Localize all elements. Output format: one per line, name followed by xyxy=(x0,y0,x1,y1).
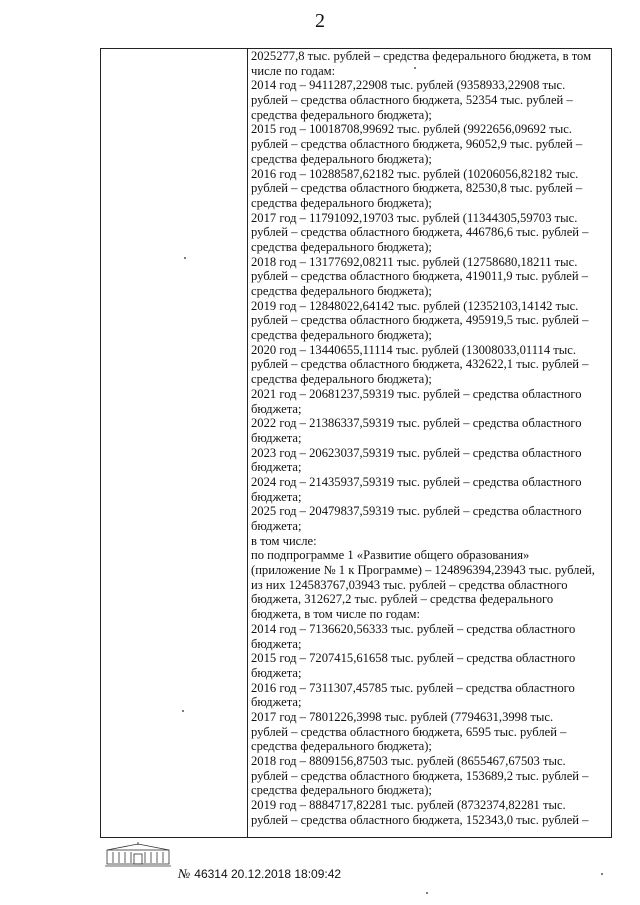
text-line: рублей – средства областного бюджета, 152343,0 тыс. рублей – xyxy=(251,812,589,827)
text-line: (приложение № 1 к Программе) – 124896394,23943 тыс. рублей, xyxy=(251,563,595,578)
text-line: рублей – средства областного бюджета, 52354 тыс. рублей – xyxy=(251,93,573,108)
table-cell-text xyxy=(251,49,607,827)
document-table xyxy=(100,48,612,838)
text-line: рублей – средства областного бюджета, 419011,9 тыс. рублей – xyxy=(251,269,589,284)
text-line: бюджета; xyxy=(251,460,302,475)
text-line: 2021 год – 20681237,59319 тыс. рублей – средства областного xyxy=(251,386,582,401)
text-line: бюджета, в том числе по годам: xyxy=(251,607,420,622)
text-line: 2018 год – 13177692,08211 тыс. рублей (12758680,18211 тыс. xyxy=(251,254,578,269)
scan-speck xyxy=(426,892,428,894)
text-line: рублей – средства областного бюджета, 96052,9 тыс. рублей – xyxy=(251,137,583,152)
text-line: бюджета; xyxy=(251,519,302,533)
text-line: рублей – средства областного бюджета, 82530,8 тыс. рублей – xyxy=(251,181,583,196)
text-line: бюджета; xyxy=(251,401,302,416)
text-line: средства федерального бюджета); xyxy=(251,239,432,254)
text-line: 2017 год – 7801226,3998 тыс. рублей (7794631,3998 тыс. xyxy=(251,709,554,724)
text-line: средства федерального бюджета); xyxy=(251,328,432,343)
text-line: рублей – средства областного бюджета, 432622,1 тыс. рублей – xyxy=(251,357,589,372)
text-line: 2020 год – 13440655,11114 тыс. рублей (13008033,01114 тыс. xyxy=(251,342,576,357)
text-line: средства федерального бюджета); xyxy=(251,739,432,754)
text-line: 2022 год – 21386337,59319 тыс. рублей – средства областного xyxy=(251,416,582,431)
text-line: бюджета; xyxy=(251,695,302,710)
text-line: бюджета; xyxy=(251,636,302,651)
text-line: 2019 год – 8884717,82281 тыс. рублей (8732374,82281 тыс. xyxy=(251,798,566,813)
text-line: по подпрограмме 1 «Развитие общего образования» xyxy=(251,548,530,563)
text-line: 2025 год – 20479837,59319 тыс. рублей – средства областного xyxy=(251,504,582,519)
text-line: бюджета, 312627,2 тыс. рублей – средства федерального xyxy=(251,592,554,607)
text-line: 2014 год – 9411287,22908 тыс. рублей (9358933,22908 тыс. xyxy=(251,78,566,93)
text-line: рублей – средства областного бюджета, 6595 тыс. рублей – xyxy=(251,724,567,739)
text-line: средства федерального бюджета); xyxy=(251,284,432,298)
text-line: средства федерального бюджета); xyxy=(251,195,432,210)
text-line: 2024 год – 21435937,59319 тыс. рублей – средства областного xyxy=(251,474,582,489)
text-line: 2025277,8 тыс. рублей – средства федерального бюджета, в том xyxy=(251,49,592,63)
text-line: рублей – средства областного бюджета, 495919,5 тыс. рублей – xyxy=(251,313,589,328)
registration-number-date: 46314 20.12.2018 18:09:42 xyxy=(194,867,342,881)
text-line: 2016 год – 10288587,62182 тыс. рублей (10206056,82182 тыс. xyxy=(251,166,579,181)
column-divider xyxy=(247,49,248,837)
text-line: рублей – средства областного бюджета, 153689,2 тыс. рублей – xyxy=(251,768,589,783)
text-line: бюджета; xyxy=(251,489,302,504)
text-line: средства федерального бюджета); xyxy=(251,372,432,387)
text-line: средства федерального бюджета); xyxy=(251,783,432,798)
scan-speck xyxy=(414,67,416,69)
text-line: 2019 год – 12848022,64142 тыс. рублей (12352103,14142 тыс. xyxy=(251,298,579,313)
text-line: из них 124583767,03943 тыс. рублей – средства областного xyxy=(251,577,568,592)
text-line: в том числе: xyxy=(251,533,317,548)
scan-speck xyxy=(601,873,603,875)
text-line: рублей – средства областного бюджета, 446786,6 тыс. рублей – xyxy=(251,225,589,240)
text-line: средства федерального бюджета); xyxy=(251,107,432,122)
text-line: бюджета; xyxy=(251,665,302,680)
text-line: 2018 год – 8809156,87503 тыс. рублей (8655467,67503 тыс. xyxy=(251,754,566,768)
text-line: 2014 год – 7136620,56333 тыс. рублей – средства областного xyxy=(251,621,576,636)
scan-speck xyxy=(182,710,184,712)
text-line: бюджета; xyxy=(251,430,302,445)
page-number: 2 xyxy=(315,10,325,32)
number-sign: № xyxy=(178,866,191,881)
text-line: 2017 год – 11791092,19703 тыс. рублей (11344305,59703 тыс. xyxy=(251,210,578,225)
scan-speck xyxy=(184,257,186,259)
text-line: средства федерального бюджета); xyxy=(251,151,432,166)
government-building-stamp-icon xyxy=(105,842,171,868)
text-line: числе по годам: xyxy=(251,63,336,78)
text-line: 2016 год – 7311307,45785 тыс. рублей – средства областного xyxy=(251,680,575,695)
text-line: 2015 год – 7207415,61658 тыс. рублей – средства областного xyxy=(251,651,576,666)
text-line: 2015 год – 10018708,99692 тыс. рублей (9922656,09692 тыс. xyxy=(251,122,573,137)
text-line: 2023 год – 20623037,59319 тыс. рублей – средства областного xyxy=(251,445,582,460)
registration-stamp xyxy=(178,866,341,882)
